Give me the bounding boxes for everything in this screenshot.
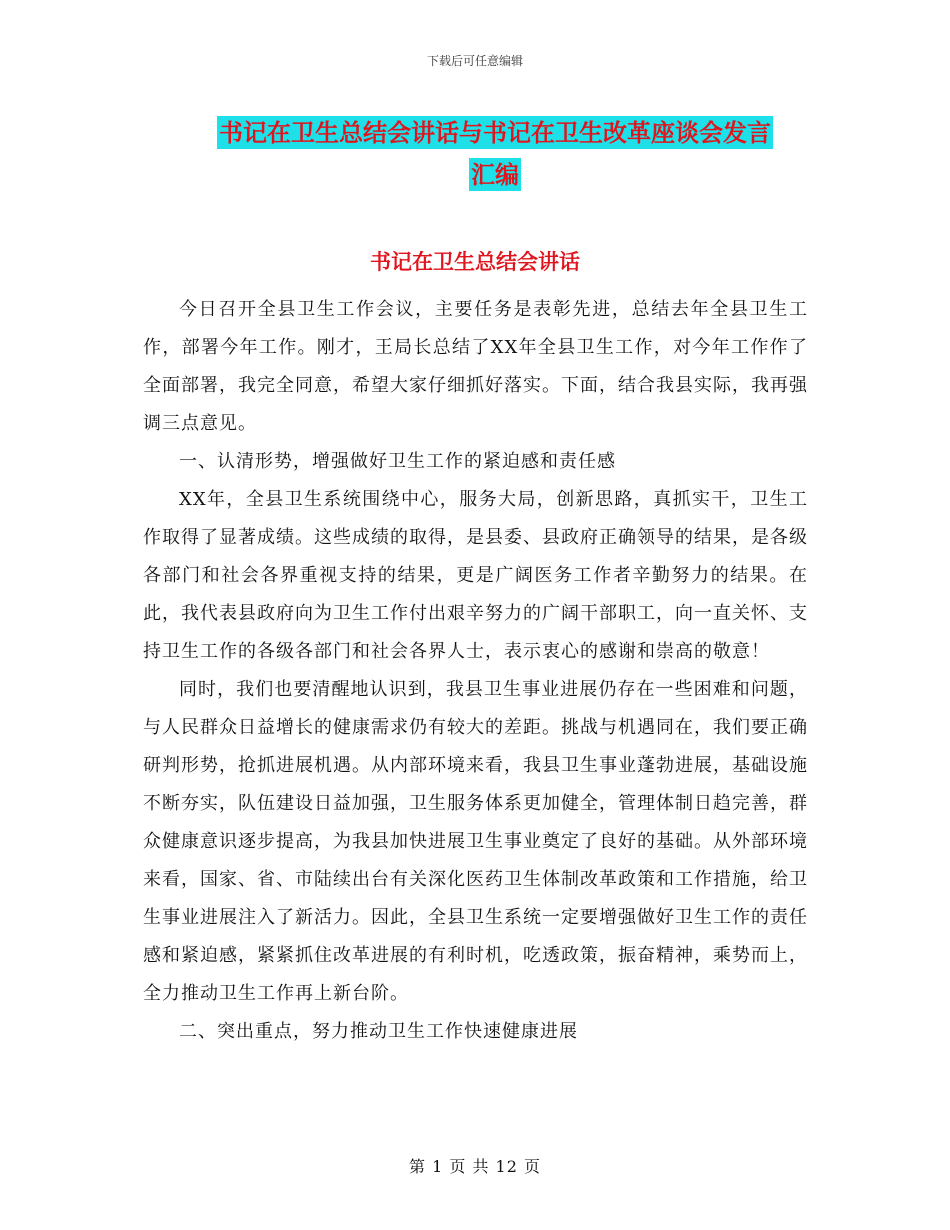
paragraph-intro: 今日召开全县卫生工作会议，主要任务是表彰先进，总结去年全县卫生工作，部署今年工作。刚才，王局长总结了XX年全县卫生工作，对今年工作作了全面部署，我完全同意，希望大家仔细抓好落实。下面，结合我县实际，我再强调三点意见。: [143, 299, 808, 434]
document-title-line-1: 书记在卫生总结会讲话与书记在卫生改革座谈会发言: [219, 118, 771, 147]
heading-point-two: 二、突出重点，努力推动卫生工作快速健康进展: [179, 1021, 578, 1042]
section-title: 书记在卫生总结会讲话: [370, 249, 580, 274]
page-number-footer: 第 1 页 共 12 页: [409, 1157, 541, 1176]
document-title-line-2: 汇编: [471, 160, 519, 189]
paragraph-achievements: XX年，全县卫生系统围绕中心，服务大局，创新思路，真抓实干，卫生工作取得了显著成绩。这些成绩的取得，是县委、县政府正确领导的结果，是各级各部门和社会各界重视支持的结果，更是广阔医务工作者辛勤努力的结果。在此，我代表县政府向为卫生工作付出艰辛努力的广阔干部职工，向一直关怀、支持卫生工作的各级各部门和社会各界人士，表示衷心的感谢和崇高的敬意！: [143, 489, 808, 662]
document-title: [150, 112, 840, 196]
document-body: [143, 291, 808, 1051]
heading-point-one: 一、认清形势，增强做好卫生工作的紧迫感和责任感: [179, 451, 616, 472]
paragraph-challenges: 同时，我们也要清醒地认识到，我县卫生事业进展仍存在一些困难和问题，与人民群众日益增长的健康需求仍有较大的差距。挑战与机遇同在，我们要正确研判形势，抢抓进展机遇。从内部环境来看，我县卫生事业蓬勃进展，基础设施不断夯实，队伍建设日益加强，卫生服务体系更加健全，管理体制日趋完善，群众健康意识逐步提高，为我县加快进展卫生事业奠定了良好的基础。从外部环境来看，国家、省、市陆续出台有关深化医药卫生体制改革政策和工作措施，给卫生事业进展注入了新活力。因此，全县卫生系统一定要增强做好卫生工作的责任感和紧迫感，紧紧抓住改革进展的有利时机，吃透政策，振奋精神，乘势而上，全力推动卫生工作再上新台阶。: [143, 679, 808, 1004]
header-note: 下载后可任意编辑: [426, 54, 523, 68]
